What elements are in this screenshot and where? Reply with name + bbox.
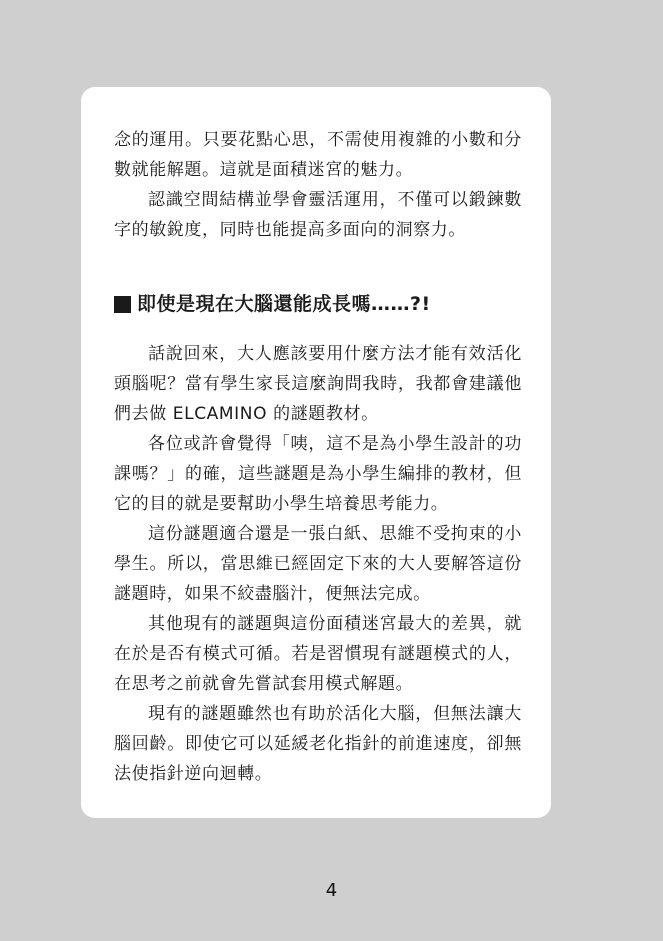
page-number: 4 <box>325 880 338 901</box>
paragraph: 各位或許會覺得「咦，這不是為小學生設計的功課嗎？」的確，這些謎題是為小學生編排的教材，但它的目的就是要幫助小學生培養思考能力。 <box>114 434 522 514</box>
paragraph: 話說回來，大人應該要用什麼方法才能有效活化頭腦呢？當有學生家長這麼詢問我時，我都會建議他們去做 ELCAMINO 的謎題教材。 <box>114 344 522 424</box>
paragraph: 這份謎題適合還是一張白紙、思維不受拘束的小學生。所以，當思維已經固定下來的大人要解答這份謎題時，如果不絞盡腦汁，便無法完成。 <box>114 524 522 604</box>
paragraph: 其他現有的謎題與這份面積迷宮最大的差異，就在於是否有模式可循。若是習慣現有謎題模式的人，在思考之前就會先嘗試套用模式解題。 <box>114 614 522 694</box>
paragraph: 認識空間結構並學會靈活運用，不僅可以鍛鍊數字的敏銳度，同時也能提高多面向的洞察力。 <box>114 190 522 240</box>
section-heading-text: 即使是現在大腦還能成長嗎……?! <box>137 293 431 315</box>
section-heading <box>114 289 522 319</box>
content-card <box>81 87 551 818</box>
black-square-icon <box>114 296 131 313</box>
paragraph: 現有的謎題雖然也有助於活化大腦，但無法讓大腦回齡。即使它可以延緩老化指針的前進速度，卻無法使指針逆向迴轉。 <box>114 704 522 784</box>
text-block <box>114 125 522 789</box>
paragraph: 念的運用。只要花點心思，不需使用複雜的小數和分數就能解題。這就是面積迷宮的魅力。 <box>114 130 522 180</box>
